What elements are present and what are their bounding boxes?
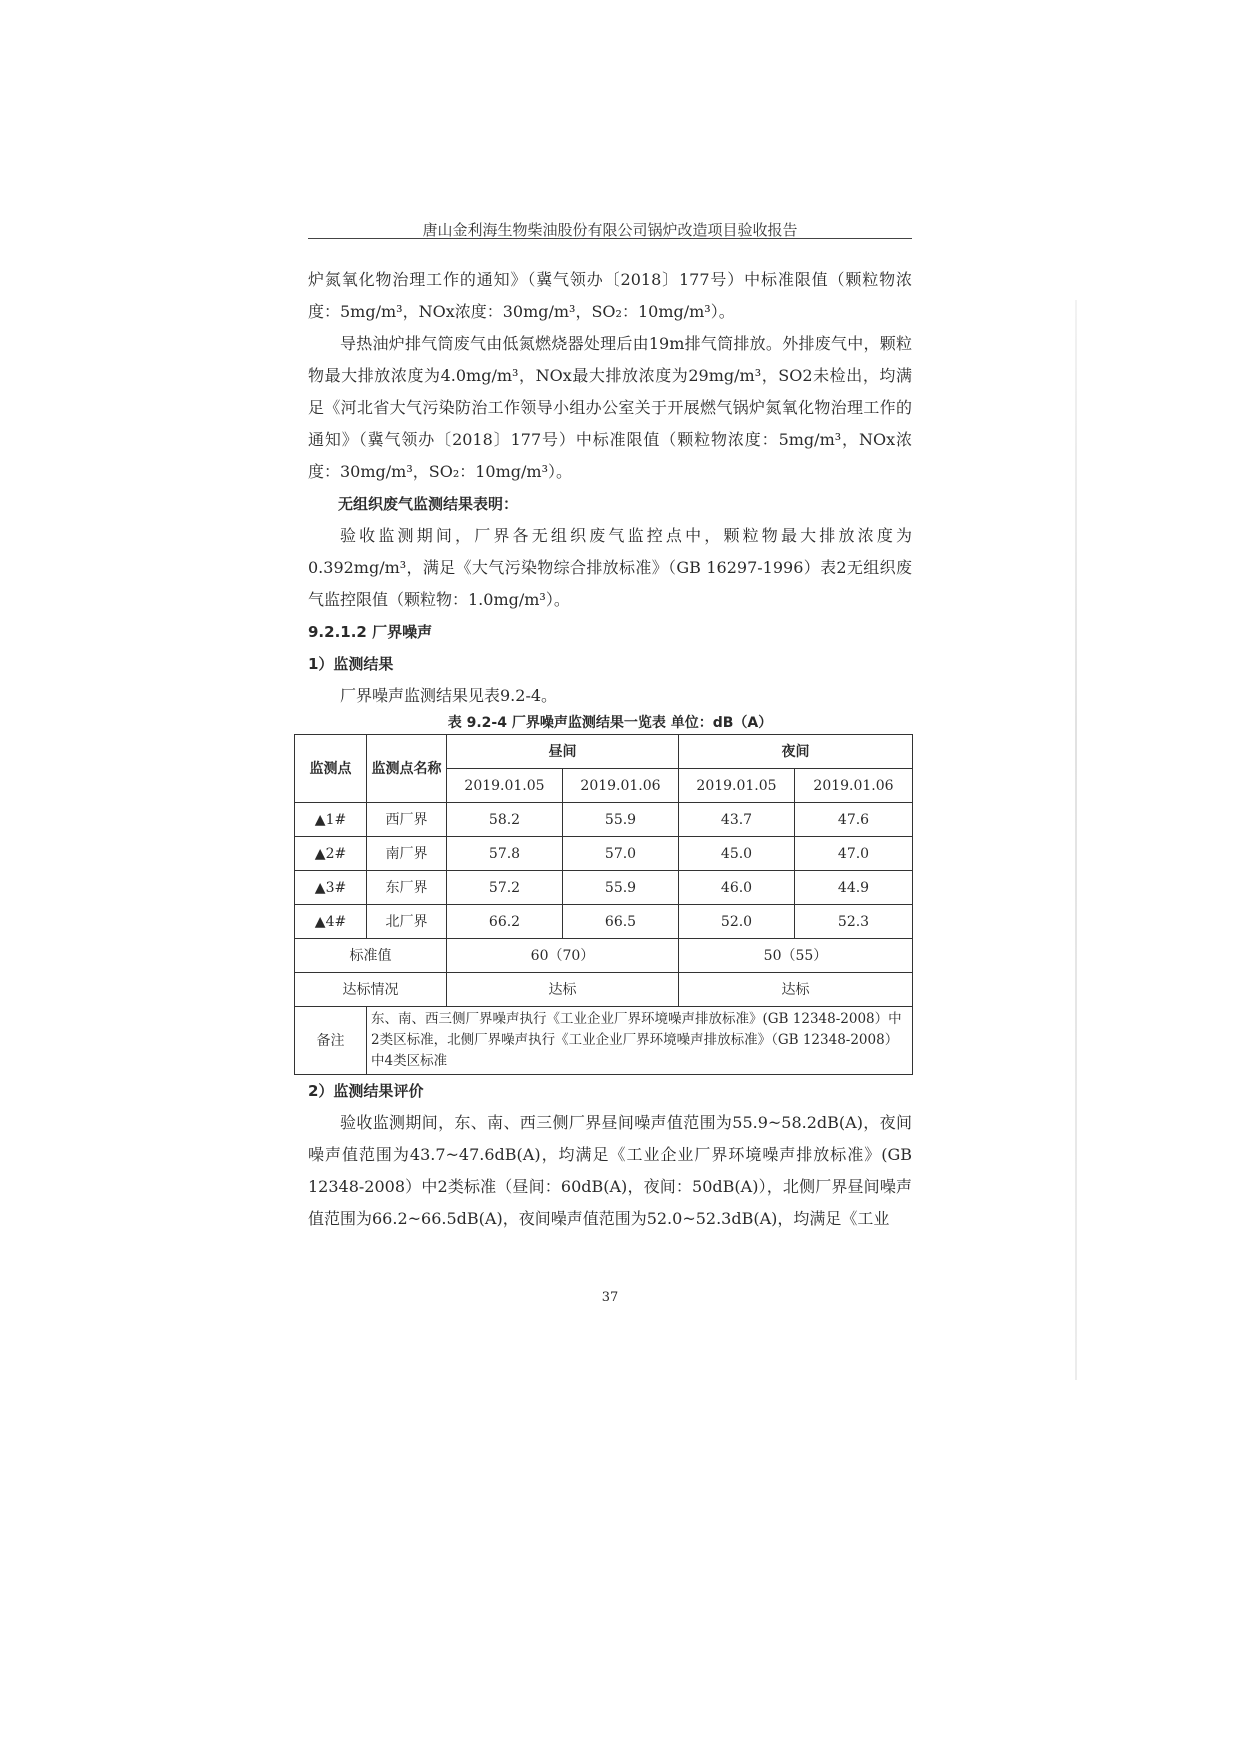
header-date: 2019.01.06: [563, 769, 679, 803]
standard-day: 60（70）: [447, 939, 679, 973]
header-date: 2019.01.05: [679, 769, 795, 803]
cell-value: 55.9: [563, 803, 679, 837]
compliance-label: 达标情况: [295, 973, 447, 1007]
noise-table: [294, 734, 913, 1075]
note-text: 东、南、西三侧厂界噪声执行《工业企业厂界环境噪声排放标准》(GB 12348-2008）中2类区标准，北侧厂界噪声执行《工业企业厂界环境噪声排放标准》（GB 12348-2008）中4类区标准: [367, 1007, 913, 1075]
cell-point: ▲4#: [295, 905, 367, 939]
cell-point: ▲2#: [295, 837, 367, 871]
cell-name: 西厂界: [367, 803, 447, 837]
cell-value: 52.0: [679, 905, 795, 939]
cell-value: 66.5: [563, 905, 679, 939]
standard-label: 标准值: [295, 939, 447, 973]
section-heading: 9.2.1.2 厂界噪声: [308, 623, 433, 641]
header-night: 夜间: [679, 735, 913, 769]
header-date: 2019.01.06: [795, 769, 913, 803]
header-point-name: 监测点名称: [367, 735, 447, 803]
page-number: 37: [601, 1290, 619, 1305]
table-row: [295, 803, 913, 837]
cell-value: 57.0: [563, 837, 679, 871]
table-row: [295, 871, 913, 905]
cell-value: 52.3: [795, 905, 913, 939]
cell-name: 南厂界: [367, 837, 447, 871]
cell-value: 57.2: [447, 871, 563, 905]
table-caption: 表 9.2-4 厂界噪声监测结果一览表 单位：dB（A）: [447, 715, 773, 731]
paragraph-2: 导热油炉排气筒废气由低氮燃烧器处理后由19m排气筒排放。外排废气中，颗粒物最大排放浓度为4.0mg/m³，NOx最大排放浓度为29mg/m³，SO2未检出，均满足《河北省大气污染防治工作领导小组办公室关于开展燃气锅炉氮氧化物治理工作的通知》（冀气领办〔2018〕177号）中标准限值（颗粒物浓度：5mg/m³，NOx浓度：30mg/m³，SO₂：10mg/m³）。: [308, 334, 912, 481]
paragraph-5: 厂界噪声监测结果见表9.2-4。: [340, 686, 558, 705]
cell-name: 东厂界: [367, 871, 447, 905]
header-rule: [308, 238, 912, 239]
header-date: 2019.01.05: [447, 769, 563, 803]
cell-value: 45.0: [679, 837, 795, 871]
compliance-day: 达标: [447, 973, 679, 1007]
cell-value: 66.2: [447, 905, 563, 939]
compliance-night: 达标: [679, 973, 913, 1007]
cell-value: 46.0: [679, 871, 795, 905]
header-day: 昼间: [447, 735, 679, 769]
cell-value: 55.9: [563, 871, 679, 905]
table-row: [295, 905, 913, 939]
subheading-evaluation: 2）监测结果评价: [308, 1082, 424, 1100]
paragraph-1: 炉氮氧化物治理工作的通知》（冀气领办〔2018〕177号）中标准限值（颗粒物浓度：5mg/m³，NOx浓度：30mg/m³，SO₂：10mg/m³）。: [308, 270, 912, 321]
standard-night: 50（55）: [679, 939, 913, 973]
cell-value: 47.6: [795, 803, 913, 837]
standard-row: [295, 939, 913, 973]
note-label: 备注: [295, 1007, 367, 1075]
header-point: 监测点: [295, 735, 367, 803]
scan-edge: [1075, 300, 1077, 1380]
cell-point: ▲1#: [295, 803, 367, 837]
compliance-row: [295, 973, 913, 1007]
note-row: [295, 1007, 913, 1075]
running-header: 唐山金利海生物柴油股份有限公司锅炉改造项目验收报告: [422, 221, 798, 239]
cell-value: 43.7: [679, 803, 795, 837]
cell-value: 47.0: [795, 837, 913, 871]
paragraph-6: 验收监测期间，东、南、西三侧厂界昼间噪声值范围为55.9~58.2dB(A)，夜间噪声值范围为43.7~47.6dB(A)，均满足《工业企业厂界环境噪声排放标准》(GB 12348-2008）中2类标准（昼间：60dB(A)，夜间：50dB(A)），北侧厂界昼间噪声值范围为66.2~66.5dB(A)，夜间噪声值范围为52.0~52.3dB(A)，均满足《工业: [308, 1113, 912, 1228]
cell-point: ▲3#: [295, 871, 367, 905]
cell-name: 北厂界: [367, 905, 447, 939]
table-row: [295, 837, 913, 871]
cell-value: 58.2: [447, 803, 563, 837]
paragraph-heading-fugitive: 无组织废气监测结果表明：: [338, 495, 519, 513]
paragraph-4: 验收监测期间，厂界各无组织废气监控点中，颗粒物最大排放浓度为0.392mg/m³，满足《大气污染物综合排放标准》（GB 16297-1996）表2无组织废气监控限值（颗粒物：1.0mg/m³）。: [308, 526, 912, 609]
subheading-results: 1）监测结果: [308, 655, 394, 673]
cell-value: 57.8: [447, 837, 563, 871]
cell-value: 44.9: [795, 871, 913, 905]
page-content: [308, 264, 912, 1235]
